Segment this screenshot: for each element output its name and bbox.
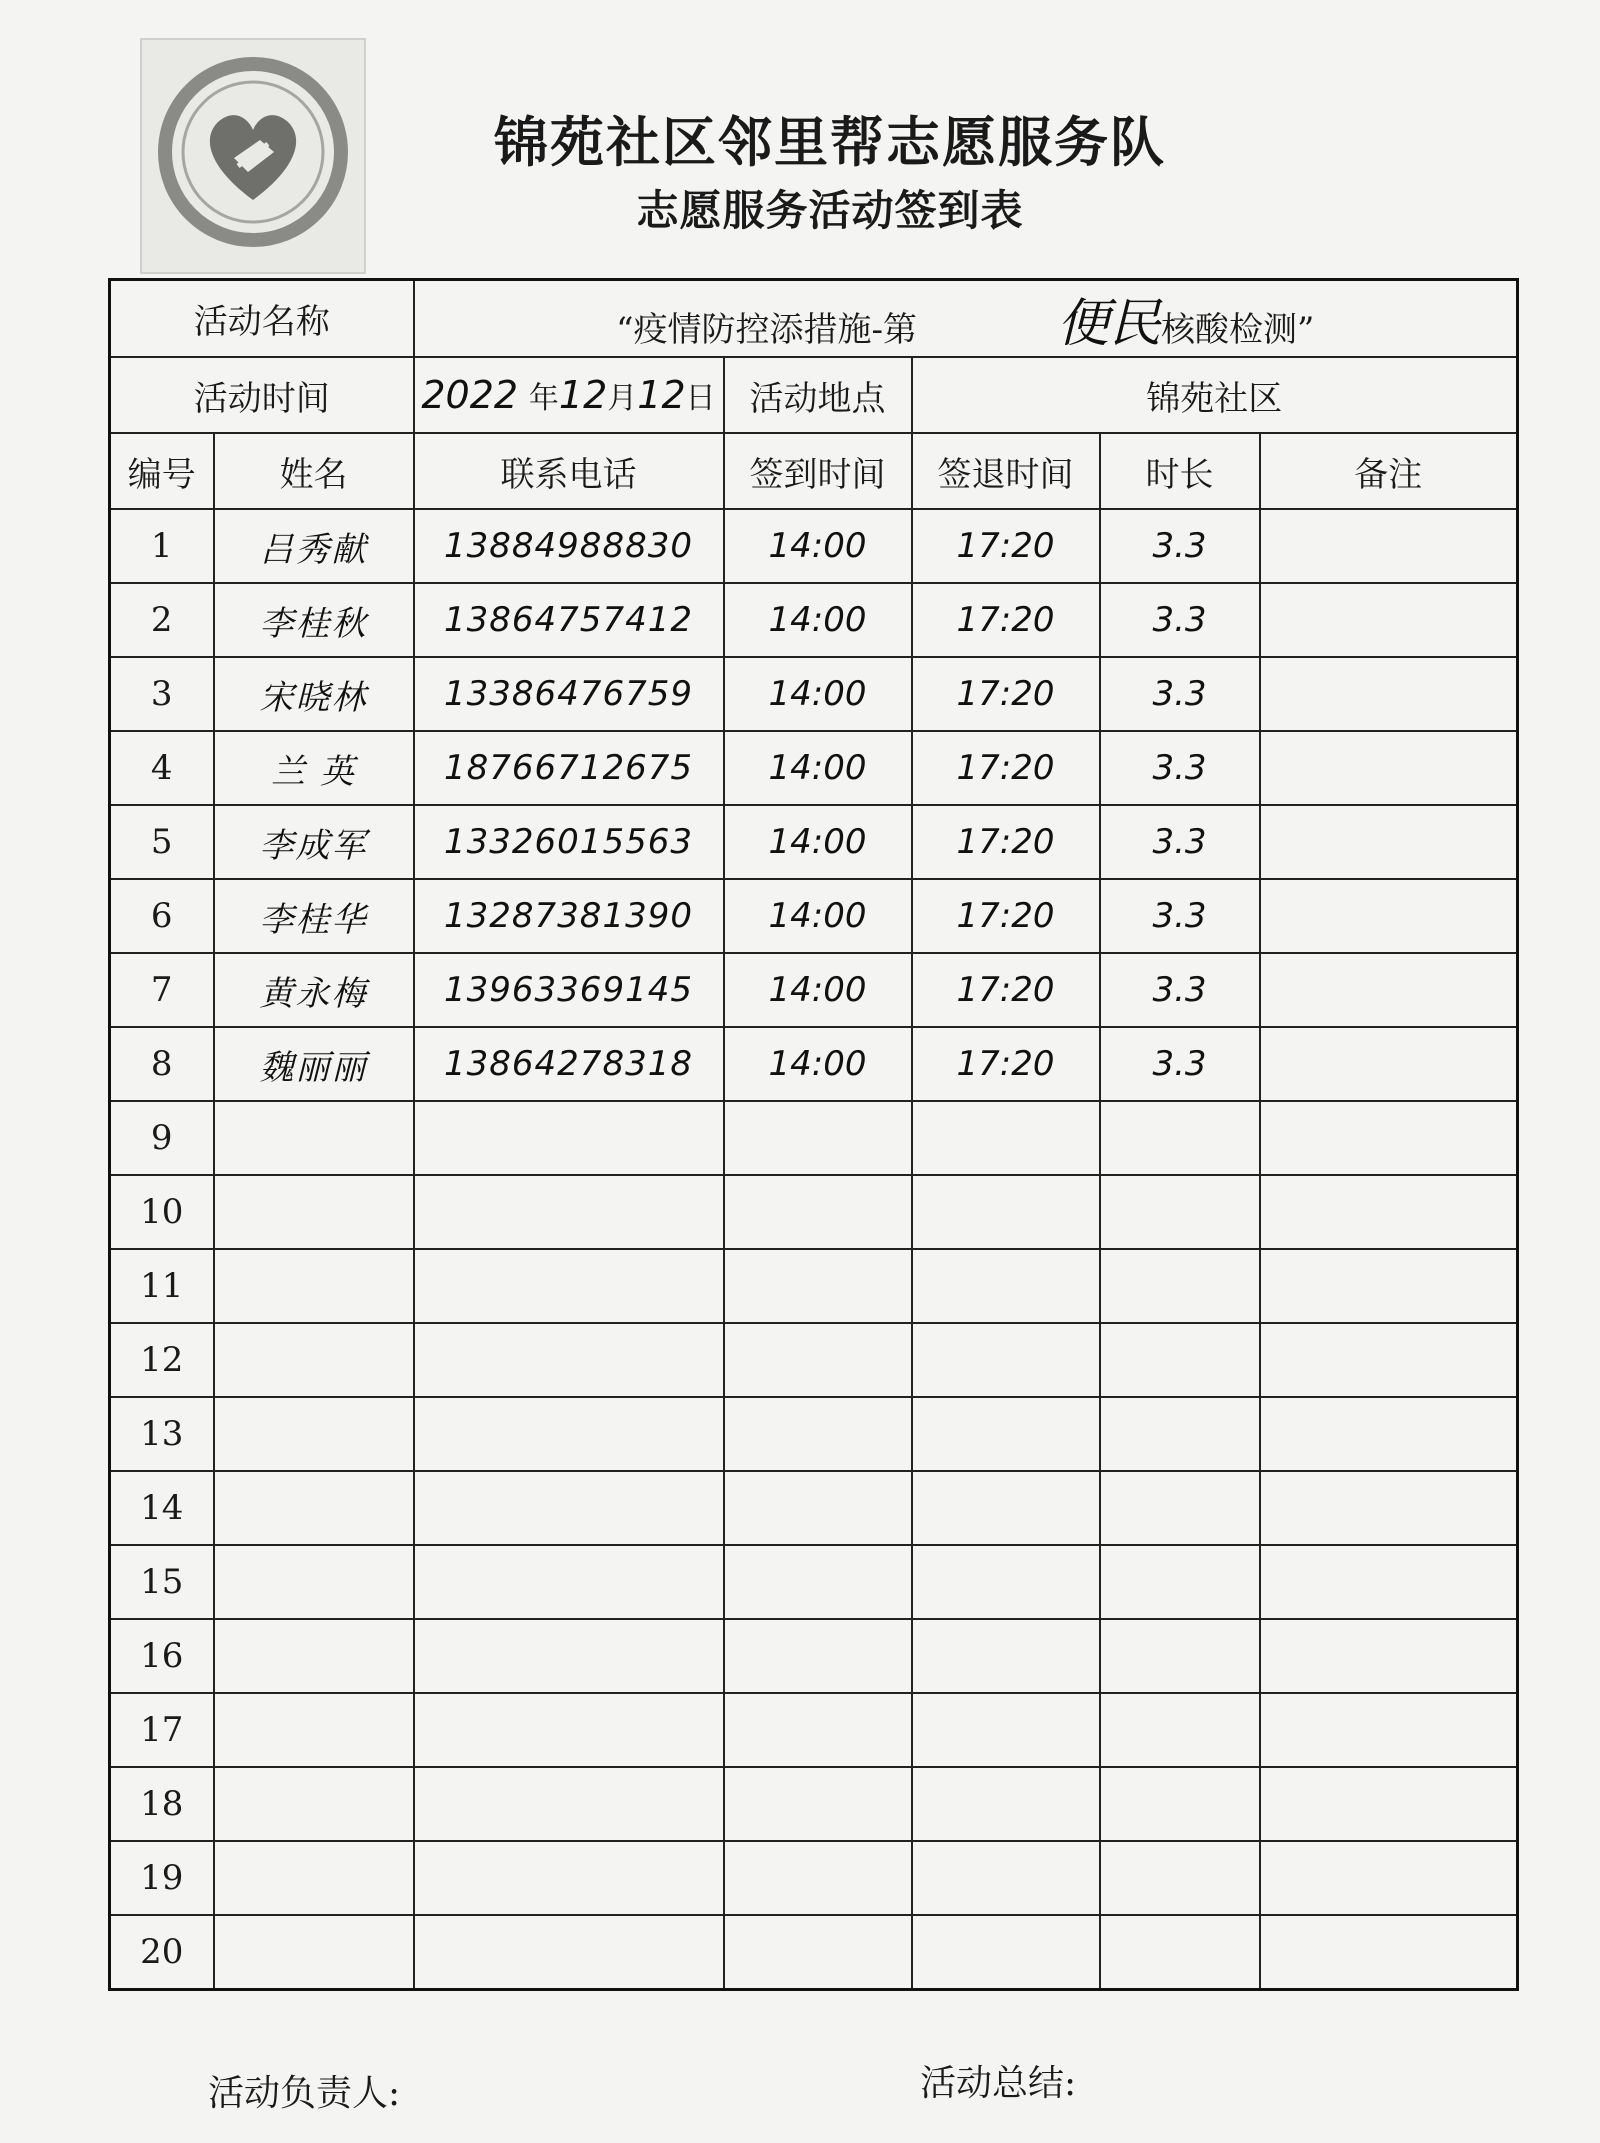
row-note[interactable] [1260,657,1518,731]
row-sign-in-time[interactable] [724,1101,912,1175]
row-number: 3 [110,657,214,731]
table-row [110,731,1518,805]
sign-in-rows [110,509,1518,1990]
row-number: 19 [110,1841,214,1915]
table-row [110,953,1518,1027]
row-sign-out-time[interactable] [912,1841,1100,1915]
activity-place-field[interactable]: 锦苑社区 [912,357,1518,433]
table-row [110,1101,1518,1175]
row-note[interactable] [1260,1397,1518,1471]
activity-name-open: “疫情防控添措施-第 [616,310,917,350]
table-row [110,583,1518,657]
row-duration[interactable]: 3.3 [1100,657,1260,731]
row-sign-out-time[interactable]: 17:20 [912,657,1100,731]
activity-date-day: 12 [637,373,686,417]
row-note[interactable] [1260,1545,1518,1619]
row-sign-in-time[interactable] [724,1841,912,1915]
row-sign-out-time[interactable] [912,1619,1100,1693]
row-sign-in-time[interactable] [724,1693,912,1767]
volunteer-logo [140,38,366,274]
col-header-note: 备注 [1260,433,1518,509]
row-sign-in-time[interactable] [724,1175,912,1249]
activity-name-field[interactable] [414,280,1518,358]
table-row [110,1027,1518,1101]
table-row [110,1471,1518,1545]
row-sign-in-time[interactable]: 14:00 [724,805,912,879]
row-number: 9 [110,1101,214,1175]
sheet-title: 志愿服务活动签到表 [636,186,1024,235]
row-number: 5 [110,805,214,879]
row-phone[interactable]: 18766712675 [414,731,724,805]
row-name[interactable] [214,1471,414,1545]
row-name[interactable] [214,1101,414,1175]
row-number: 15 [110,1545,214,1619]
row-phone[interactable]: 13864757412 [414,583,724,657]
row-note[interactable] [1260,1767,1518,1841]
row-note[interactable] [1260,1471,1518,1545]
row-duration[interactable] [1100,1693,1260,1767]
row-phone[interactable]: 13963369145 [414,953,724,1027]
row-number: 13 [110,1397,214,1471]
row-sign-out-time[interactable]: 17:20 [912,805,1100,879]
row-name[interactable] [214,1175,414,1249]
row-duration[interactable]: 3.3 [1100,953,1260,1027]
row-name[interactable]: 吕秀献 [214,509,414,583]
row-sign-in-time[interactable] [724,1767,912,1841]
table-row [110,1619,1518,1693]
org-title: 锦苑社区邻里帮志愿服务队 [494,111,1166,174]
row-phone[interactable] [414,1545,724,1619]
row-duration[interactable] [1100,1101,1260,1175]
row-sign-in-time[interactable]: 14:00 [724,879,912,953]
row-sign-in-time[interactable]: 14:00 [724,953,912,1027]
row-name[interactable] [214,1397,414,1471]
row-number: 1 [110,509,214,583]
row-name[interactable] [214,1323,414,1397]
row-sign-in-time[interactable] [724,1397,912,1471]
row-number: 8 [110,1027,214,1101]
row-sign-out-time[interactable]: 17:20 [912,731,1100,805]
row-phone[interactable] [414,1915,724,1990]
col-header-phone: 联系电话 [414,433,724,509]
row-duration[interactable] [1100,1397,1260,1471]
row-phone[interactable] [414,1841,724,1915]
row-note[interactable] [1260,1323,1518,1397]
row-number: 4 [110,731,214,805]
row-sign-out-time[interactable]: 17:20 [912,953,1100,1027]
row-note[interactable] [1260,953,1518,1027]
row-sign-out-time[interactable] [912,1471,1100,1545]
activity-date-day-unit: 日 [685,381,716,416]
col-header-name: 姓名 [214,433,414,509]
row-sign-out-time[interactable] [912,1767,1100,1841]
row-duration[interactable]: 3.3 [1100,583,1260,657]
activity-name-row [110,280,1518,358]
row-sign-out-time[interactable] [912,1323,1100,1397]
row-name[interactable] [214,1545,414,1619]
row-number: 17 [110,1693,214,1767]
row-sign-out-time[interactable] [912,1545,1100,1619]
volunteer-heart-hands-logo-icon [142,40,364,272]
activity-name-label: 活动名称 [110,280,414,358]
row-number: 16 [110,1619,214,1693]
table-row [110,1693,1518,1767]
row-number: 2 [110,583,214,657]
row-phone[interactable] [414,1175,724,1249]
table-row [110,657,1518,731]
row-sign-out-time[interactable]: 17:20 [912,1027,1100,1101]
table-row [110,805,1518,879]
row-number: 20 [110,1915,214,1990]
row-phone[interactable] [414,1767,724,1841]
row-note[interactable] [1260,509,1518,583]
row-name[interactable]: 魏丽丽 [214,1027,414,1101]
row-phone[interactable]: 13864278318 [414,1027,724,1101]
row-note[interactable] [1260,1693,1518,1767]
activity-time-label: 活动时间 [110,357,414,433]
row-sign-in-time[interactable] [724,1323,912,1397]
row-name[interactable] [214,1767,414,1841]
row-name[interactable] [214,1915,414,1990]
row-sign-in-time[interactable]: 14:00 [724,1027,912,1101]
row-name[interactable]: 兰 英 [214,731,414,805]
row-phone[interactable] [414,1323,724,1397]
row-phone[interactable] [414,1619,724,1693]
column-header-row [110,433,1518,509]
activity-date-field[interactable] [414,357,724,433]
row-note[interactable] [1260,1619,1518,1693]
table-row [110,1323,1518,1397]
row-phone[interactable]: 13884988830 [414,509,724,583]
row-sign-out-time[interactable] [912,1101,1100,1175]
activity-leader-label: 活动负责人: [208,2073,401,2114]
row-sign-out-time[interactable]: 17:20 [912,879,1100,953]
row-sign-in-time[interactable] [724,1619,912,1693]
activity-date-year-unit: 年 [528,381,559,416]
activity-name-handwritten: 便民 [1056,294,1161,354]
row-note[interactable] [1260,1841,1518,1915]
row-note[interactable] [1260,805,1518,879]
row-note[interactable] [1260,583,1518,657]
row-duration[interactable] [1100,1619,1260,1693]
row-number: 12 [110,1323,214,1397]
row-phone[interactable] [414,1471,724,1545]
row-name[interactable]: 李桂华 [214,879,414,953]
row-sign-out-time[interactable] [912,1915,1100,1990]
table-row [110,509,1518,583]
row-note[interactable] [1260,731,1518,805]
row-sign-out-time[interactable] [912,1397,1100,1471]
row-sign-out-time[interactable]: 17:20 [912,509,1100,583]
row-sign-in-time[interactable]: 14:00 [724,509,912,583]
table-row [110,1249,1518,1323]
row-note[interactable] [1260,1101,1518,1175]
row-note[interactable] [1260,1027,1518,1101]
row-sign-in-time[interactable] [724,1545,912,1619]
table-row [110,1545,1518,1619]
row-name[interactable] [214,1841,414,1915]
row-number: 6 [110,879,214,953]
table-row [110,1767,1518,1841]
row-name[interactable] [214,1249,414,1323]
row-name[interactable]: 李桂秋 [214,583,414,657]
activity-place-label: 活动地点 [724,357,912,433]
row-number: 11 [110,1249,214,1323]
row-name[interactable]: 黄永梅 [214,953,414,1027]
table-row [110,1397,1518,1471]
row-sign-in-time[interactable] [724,1471,912,1545]
row-sign-in-time[interactable]: 14:00 [724,583,912,657]
row-duration[interactable] [1100,1545,1260,1619]
row-duration[interactable]: 3.3 [1100,509,1260,583]
row-name[interactable] [214,1619,414,1693]
activity-date-month: 12 [558,373,608,417]
row-number: 7 [110,953,214,1027]
row-sign-out-time[interactable] [912,1693,1100,1767]
row-duration[interactable] [1100,1767,1260,1841]
activity-time-row [110,357,1518,433]
table-row [110,1841,1518,1915]
col-header-number: 编号 [110,433,214,509]
row-note[interactable] [1260,1915,1518,1990]
row-duration[interactable] [1100,1915,1260,1990]
row-number: 14 [110,1471,214,1545]
row-name[interactable]: 宋晓林 [214,657,414,731]
row-duration[interactable]: 3.3 [1100,731,1260,805]
row-duration[interactable] [1100,1323,1260,1397]
row-note[interactable] [1260,1249,1518,1323]
row-name[interactable]: 李成军 [214,805,414,879]
row-sign-in-time[interactable] [724,1915,912,1990]
row-phone[interactable] [414,1101,724,1175]
row-phone[interactable]: 13287381390 [414,879,724,953]
row-phone[interactable]: 13326015563 [414,805,724,879]
activity-date-year: 2022 [421,373,519,417]
row-sign-out-time[interactable]: 17:20 [912,583,1100,657]
col-header-sign-in-time: 签到时间 [724,433,912,509]
row-phone[interactable] [414,1397,724,1471]
col-header-duration: 时长 [1100,433,1260,509]
row-duration[interactable] [1100,1249,1260,1323]
row-duration[interactable] [1100,1471,1260,1545]
row-number: 10 [110,1175,214,1249]
row-duration[interactable]: 3.3 [1100,1027,1260,1101]
row-duration[interactable]: 3.3 [1100,879,1260,953]
row-name[interactable] [214,1693,414,1767]
row-sign-in-time[interactable]: 14:00 [724,731,912,805]
row-phone[interactable]: 13386476759 [414,657,724,731]
row-duration[interactable] [1100,1175,1260,1249]
row-note[interactable] [1260,879,1518,953]
row-note[interactable] [1260,1175,1518,1249]
table-row [110,1915,1518,1990]
row-sign-in-time[interactable]: 14:00 [724,657,912,731]
row-number: 18 [110,1767,214,1841]
row-duration[interactable] [1100,1841,1260,1915]
row-sign-out-time[interactable] [912,1249,1100,1323]
activity-date-month-unit: 月 [607,381,638,416]
row-duration[interactable]: 3.3 [1100,805,1260,879]
row-phone[interactable] [414,1693,724,1767]
row-sign-in-time[interactable] [724,1249,912,1323]
row-sign-out-time[interactable] [912,1175,1100,1249]
col-header-sign-out-time: 签退时间 [912,433,1100,509]
table-row [110,879,1518,953]
row-phone[interactable] [414,1249,724,1323]
activity-name-close: 核酸检测” [1161,310,1315,350]
sign-in-sheet [108,278,1519,1991]
table-row [110,1175,1518,1249]
activity-summary-label: 活动总结: [920,2063,1077,2104]
